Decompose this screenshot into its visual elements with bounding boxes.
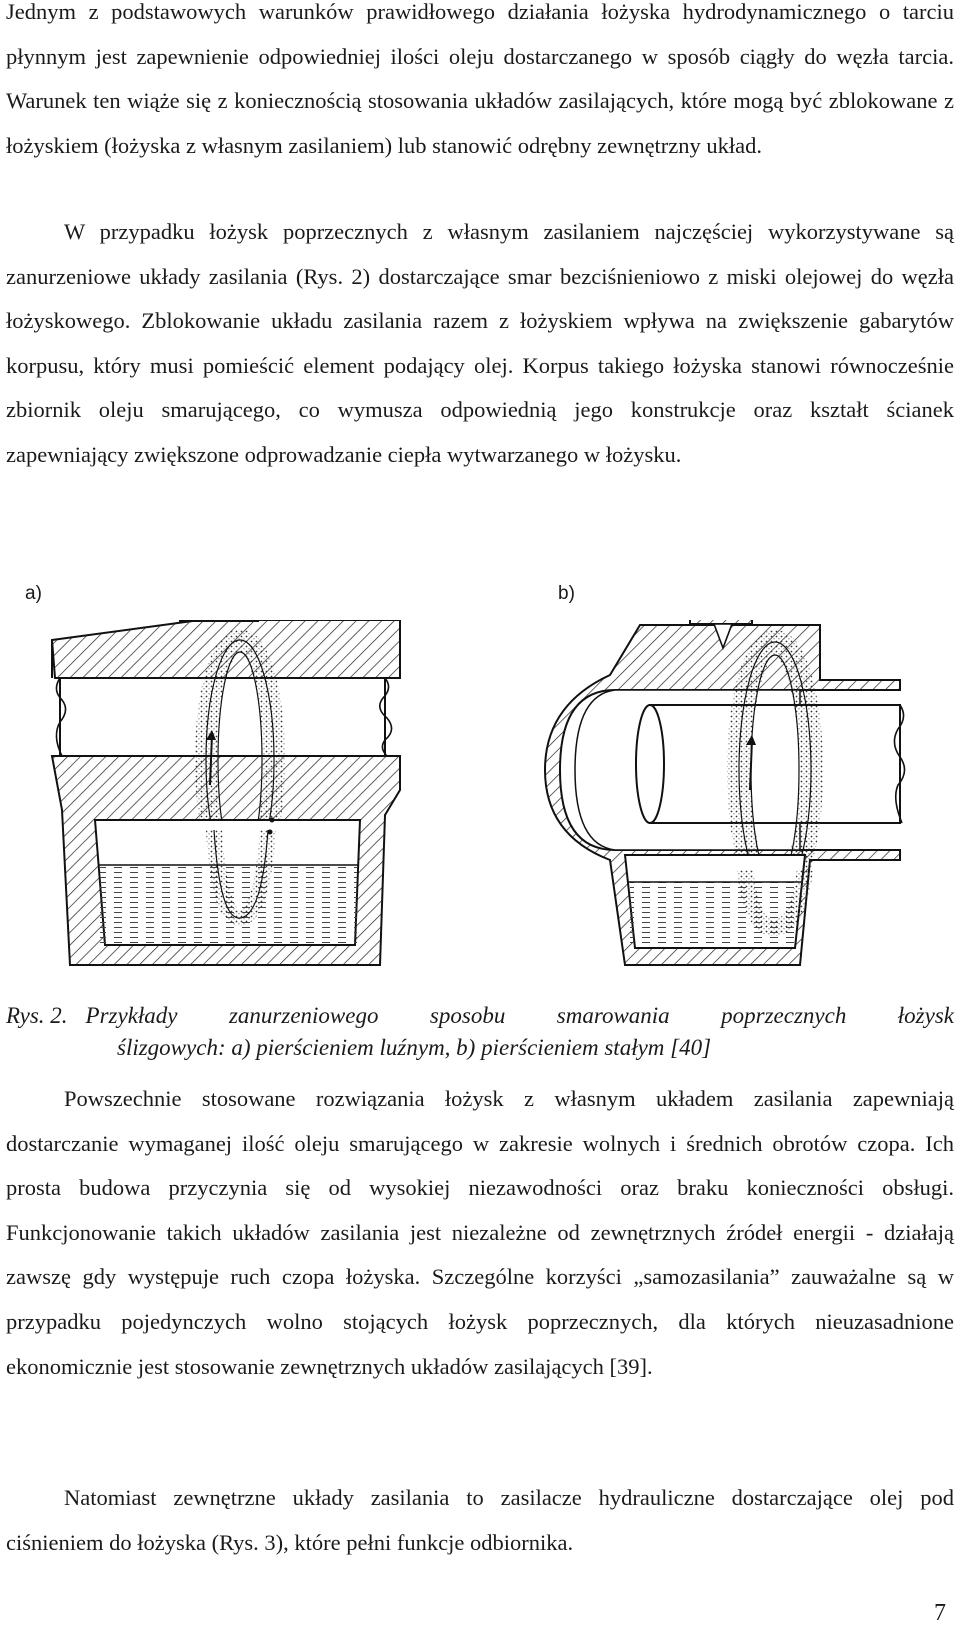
page-number: 7 (934, 1600, 946, 1626)
paragraph-intro: Jednym z podstawowych warunków prawidłowego działania łożyska hydrodynamicznego o tarciu płynnym jest zapewnienie odpowiedniej ilości oleju dostarczanego w sposób ciągły do węzła tarcia. Warunek ten wiąże się z koniecznością stosowania układów zasilających, które mogą być zblokowane z łożyskiem (łożyska z własnym zasilaniem) lub stanowić odrębny zewnętrzny układ. (6, 0, 954, 158)
figure-caption (6, 1000, 954, 1064)
paragraph-self-feeding: W przypadku łożysk poprzecznych z własnym zasilaniem najczęściej wykorzystywane są zanurzeniowe układy zasilania (Rys. 2) dostarczające smar bezciśnieniowo z miski olejowej do węzła łożyskowego. Zblokowanie układu zasilania razem z łożyskiem wpływa na zwiększenie gabarytów korpusu, który musi pomieścić element podający olej. Korpus takiego łożyska stanowi równocześnie zbiornik oleju smarującego, co wymusza odpowiednią jego konstrukcje oraz kształt ścianek zapewniający zwiększone odprowadzanie ciepła wytwarzanego w łożysku. (6, 219, 954, 467)
figure-label-b: b) (558, 583, 575, 604)
caption-prefix: Rys. 2. (6, 1003, 68, 1028)
caption-line-1: Przykłady zanurzeniowego sposobu smarowania poprzecznych łożysk (85, 1003, 954, 1028)
figure-a-loose-ring-bearing (52, 620, 400, 965)
figure-b-fixed-ring-bearing (545, 620, 905, 965)
bearing-figure (0, 620, 960, 995)
caption-line-2: ślizgowych: a) pierścieniem luźnym, b) pierścieniem stałym [40] (117, 1035, 712, 1060)
paragraph-solutions: Powszechnie stosowane rozwiązania łożysk z własnym układem zasilania zapewniają dostarczanie wymaganej ilość oleju smarującego w zakresie wolnych i średnich obrotów czopa. Ich prosta budowa przyczynia się od wysokiej niezawodności oraz braku konieczności obsługi. Funkcjonowanie takich układów zasilania jest niezależne od zewnętrznych źródeł energii - działają zawszę gdy występuje ruch czopa łożyska. Szczególne korzyści „samozasilania” zauważalne są w przypadku pojedynczych wolno stojących łożysk poprzecznych, dla których nieuzasadnione ekonomicznie jest stosowanie zewnętrznych układów zasilających [39]. (6, 1086, 954, 1379)
shaft-b (650, 705, 900, 823)
figure-label-a: a) (25, 583, 42, 604)
oil-level-b (630, 882, 800, 946)
paragraph-external-systems: Natomiast zewnętrzne układy zasilania to zasilacze hydrauliczne dostarczające olej pod ciśnieniem do łożyska (Rys. 3), które pełni funkcje odbiornika. (6, 1485, 954, 1555)
